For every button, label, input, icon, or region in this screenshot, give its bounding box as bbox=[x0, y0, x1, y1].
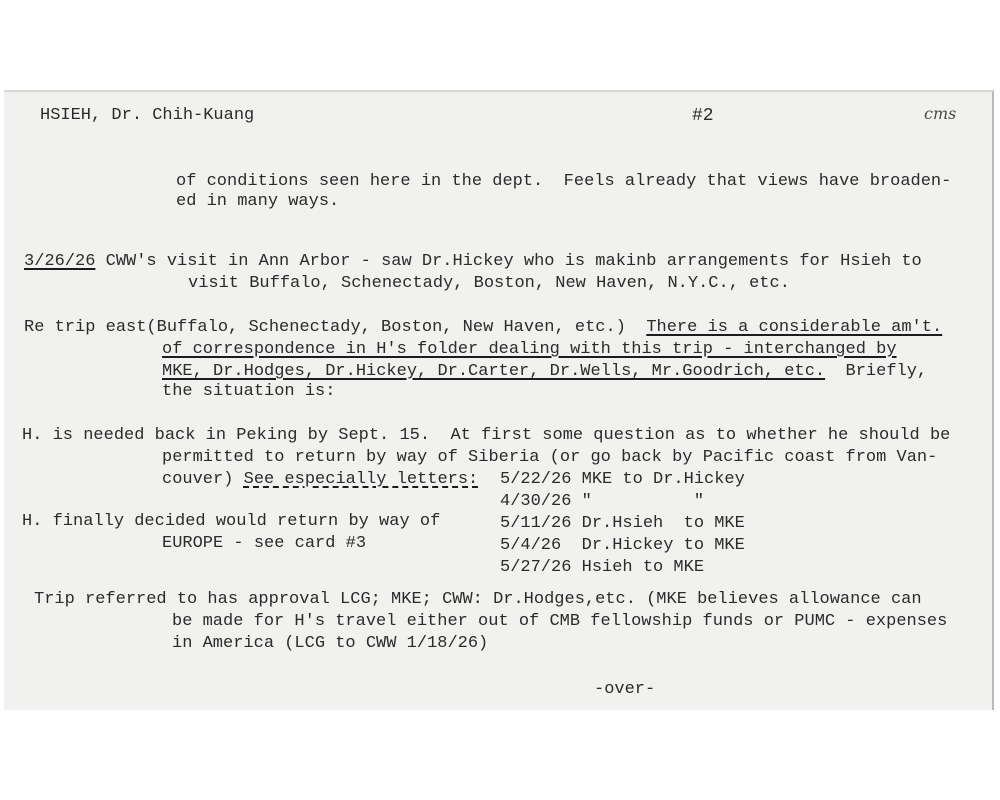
over-marker: -over- bbox=[594, 680, 656, 699]
visit-entry-line1 bbox=[24, 252, 922, 272]
page-number: #2 bbox=[692, 106, 714, 126]
letter-item: 5/27/26 Hsieh to MKE bbox=[500, 558, 705, 577]
index-card bbox=[4, 90, 994, 710]
trip-label: Re trip east bbox=[24, 318, 147, 337]
decision-line1: H. finally decided would return by way of bbox=[22, 512, 441, 531]
trip-correspondence-3: MKE, Dr.Hodges, Dr.Hickey, Dr.Carter, Dr.Wells, Mr.Goodrich, etc. bbox=[162, 362, 826, 381]
approval-line2: be made for H's travel either out of CMB fellowship funds or PUMC - expenses bbox=[172, 612, 948, 631]
trip-cities: (Buffalo, Schenectady, Boston, New Haven, etc.) bbox=[146, 318, 626, 337]
letter-item: 5/22/26 MKE to Dr.Hickey bbox=[500, 470, 745, 489]
trip-briefly: Briefly, bbox=[845, 362, 928, 381]
return-line3 bbox=[162, 470, 478, 490]
paragraph1-line2: ed in many ways. bbox=[176, 192, 340, 211]
trip-entry-line1 bbox=[24, 318, 942, 338]
return-line2: permitted to return by way of Siberia (or go back by Pacific coast from Van- bbox=[162, 448, 938, 467]
approval-line3: in America (LCG to CWW 1/18/26) bbox=[172, 634, 489, 653]
trip-entry-line3 bbox=[162, 362, 927, 382]
visit-text: CWW's visit in Ann Arbor - saw Dr.Hickey who is makinb arrangements for Hsieh to bbox=[95, 252, 922, 271]
handwritten-initials: cms bbox=[924, 104, 957, 123]
trip-correspondence-1: There is a considerable am't. bbox=[646, 318, 943, 337]
letter-item: 5/4/26 Dr.Hickey to MKE bbox=[500, 536, 745, 555]
trip-entry-line4: the situation is: bbox=[162, 382, 336, 401]
visit-entry-line2: visit Buffalo, Schenectady, Boston, New Haven, N.Y.C., etc. bbox=[188, 274, 790, 293]
see-letters: See especially letters: bbox=[243, 470, 479, 489]
visit-date: 3/26/26 bbox=[24, 252, 96, 271]
paragraph1-line1: of conditions seen here in the dept. Feels already that views have broaden- bbox=[176, 172, 952, 191]
trip-correspondence-2: of correspondence in H's folder dealing with this trip - interchanged by bbox=[162, 340, 897, 359]
decision-line2: EUROPE - see card #3 bbox=[162, 534, 367, 553]
approval-line1: Trip referred to has approval LCG; MKE; CWW: Dr.Hodges,etc. (MKE believes allowance can bbox=[34, 590, 922, 609]
letter-item: 4/30/26 " " bbox=[500, 492, 705, 511]
trip-entry-line2 bbox=[162, 340, 897, 360]
header-name: HSIEH, Dr. Chih-Kuang bbox=[40, 106, 255, 125]
return-couver: couver) bbox=[162, 470, 234, 489]
return-line1: H. is needed back in Peking by Sept. 15. At first some question as to whether he should be bbox=[22, 426, 951, 445]
letter-item: 5/11/26 Dr.Hsieh to MKE bbox=[500, 514, 745, 533]
